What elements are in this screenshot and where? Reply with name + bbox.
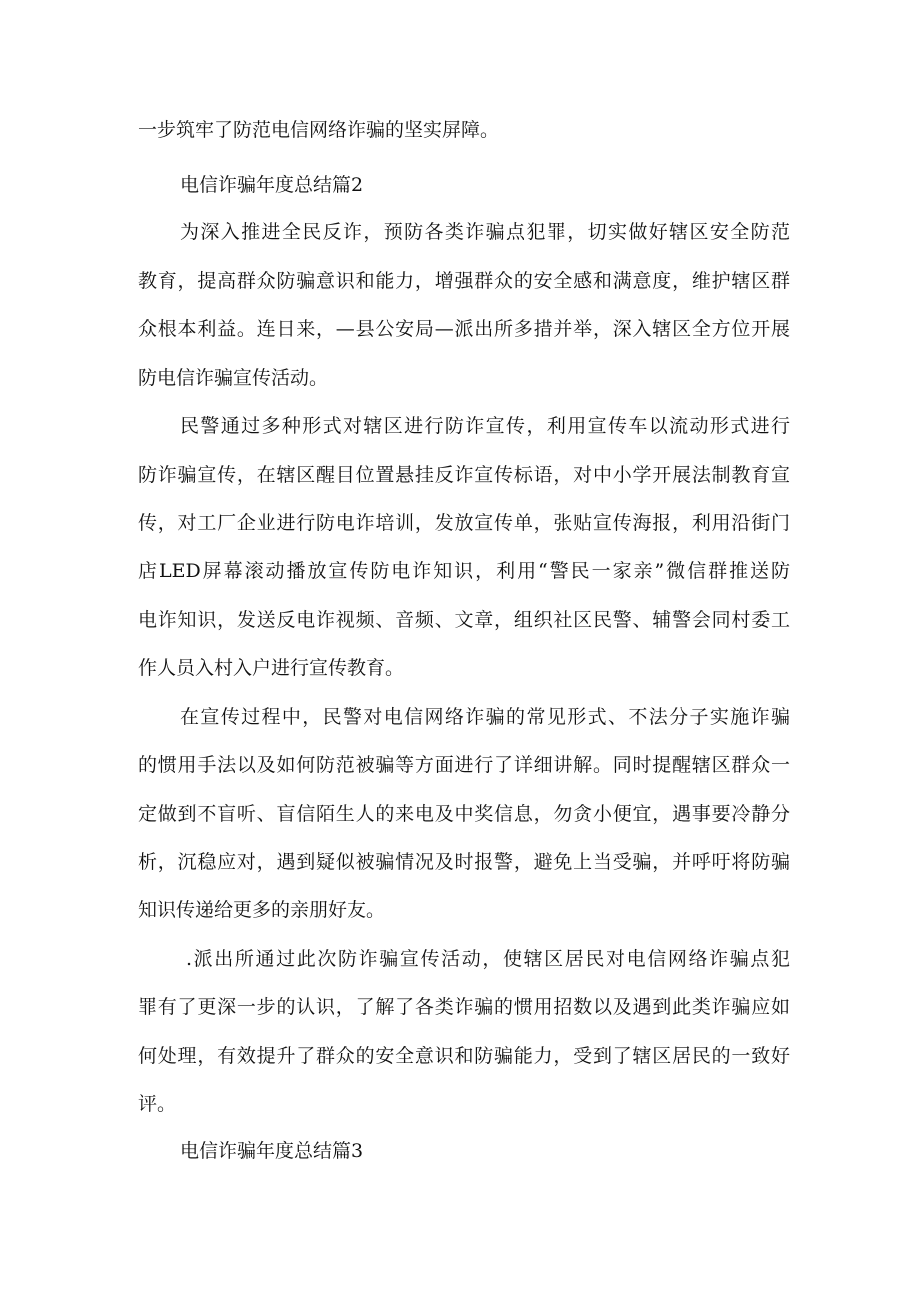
paragraph-1-line: 教育，提高群众防骗意识和能力，增强群众的安全感和满意度，维护辖区群 [138,270,790,292]
paragraph-4-line: 罪有了更深一步的认识，了解了各类诈骗的惯用招数以及遇到此类诈骗应如 [138,996,790,1018]
continuation-line: 一步筑牢了防范电信网络诈骗的坚实屏障。 [138,119,500,141]
paragraph-2-line: 电诈知识，发送反电诈视频、音频、文章，组织社区民警、辅警会同村委工 [138,609,790,631]
paragraph-1-line: 为深入推进全民反诈，预防各类诈骗点犯罪，切实做好辖区安全防范 [180,221,790,243]
section-heading-2: 电信诈骗年度总结篇2 [180,174,364,196]
paragraph-2-line: 作人员入村入户进行宣传教育。 [138,657,405,679]
paragraph-4-line: 评。 [138,1093,177,1115]
paragraph-1-line: 防电信诈骗宣传活动。 [138,367,329,389]
paragraph-3-line: 的惯用手法以及如何防范被骗等方面进行了详细讲解。同时提醒辖区群众一 [138,754,790,776]
paragraph-2-line: 店LED屏幕滚动播放宣传防电诈知识，利用“警民一家亲”微信群推送防 [138,560,790,582]
paragraph-2-line: 防诈骗宣传，在辖区醒目位置悬挂反诈宣传标语，对中小学开展法制教育宣 [138,464,790,486]
paragraph-1-line: 众根本利益。连日来，—县公安局—派出所多措并举，深入辖区全方位开展 [138,318,790,340]
paragraph-4-line: 何处理，有效提升了群众的安全意识和防骗能力，受到了辖区居民的一致好 [138,1045,790,1067]
paragraph-2-line: 民警通过多种形式对辖区进行防诈宣传，利用宣传车以流动形式进行 [180,415,790,437]
section-heading-3: 电信诈骗年度总结篇3 [180,1140,364,1162]
paragraph-4-line: .派出所通过此次防诈骗宣传活动，使辖区居民对电信网络诈骗点犯 [186,948,790,970]
paragraph-2-line: 传，对工厂企业进行防电诈培训，发放宣传单，张贴宣传海报，利用沿街门 [138,512,790,534]
paragraph-3-line: 定做到不盲听、盲信陌生人的来电及中奖信息，勿贪小便宜，遇事要冷静分 [138,803,790,825]
paragraph-3-line: 知识传递给更多的亲朋好友。 [138,899,386,921]
paragraph-3-line: 在宣传过程中，民警对电信网络诈骗的常见形式、不法分子实施诈骗 [180,706,790,728]
paragraph-3-line: 析，沉稳应对，遇到疑似被骗情况及时报警，避免上当受骗，并呼吁将防骗 [138,851,790,873]
